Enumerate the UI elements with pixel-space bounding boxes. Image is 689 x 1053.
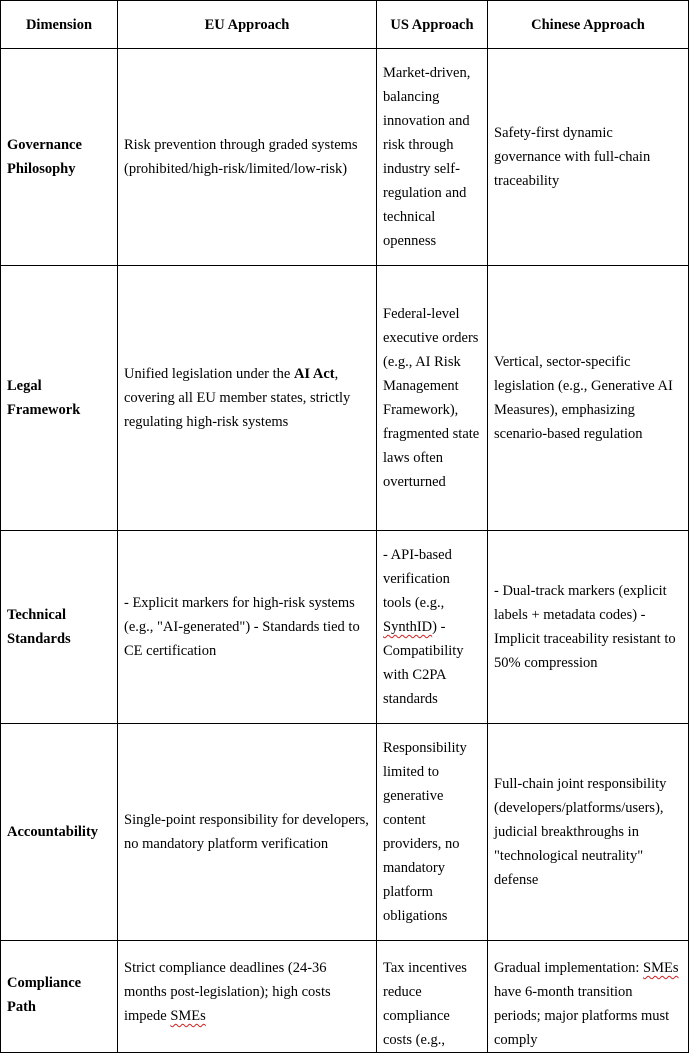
table-row — [1, 266, 689, 531]
dimension-cell: Governance Philosophy — [1, 49, 118, 266]
cn-cell: - Dual-track markers (explicit labels + metadata codes) - Implicit traceability resistant to 50% compression — [488, 531, 689, 724]
ai-act-term: AI Act — [293, 366, 335, 382]
eu-text-before: Strict compliance deadlines (24-36 months post-legislation); high costs impede — [124, 960, 331, 1024]
us-text-before: - API-based verification tools (e.g., — [383, 547, 452, 611]
dimension-cell: Technical Standards — [1, 531, 118, 724]
eu-cell: - Explicit markers for high-risk systems (e.g., "AI-generated") - Standards tied to CE certification — [118, 531, 377, 724]
dimension-cell: Accountability — [1, 724, 118, 941]
us-cell: Tax incentives reduce compliance costs (e.g., — [377, 941, 488, 1053]
eu-cell — [118, 266, 377, 531]
cn-text-before: Gradual implementation: — [494, 960, 643, 976]
eu-cell — [118, 941, 377, 1053]
header-dimension: Dimension — [1, 1, 118, 49]
table-row — [1, 941, 689, 1053]
us-text-after: ) - Compatibility with C2PA standards — [383, 619, 464, 707]
header-eu: EU Approach — [118, 1, 377, 49]
us-cell: Market-driven, balancing innovation and risk through industry self-regulation and technical openness — [377, 49, 488, 266]
header-row — [1, 1, 689, 49]
header-us: US Approach — [377, 1, 488, 49]
spellcheck-word: SMEs — [170, 1008, 206, 1024]
dimension-cell: Compliance Path — [1, 941, 118, 1053]
cn-cell — [488, 941, 689, 1053]
us-cell — [377, 531, 488, 724]
dimension-cell: Legal Framework — [1, 266, 118, 531]
us-cell: Federal-level executive orders (e.g., AI Risk Management Framework), fragmented state laws often overturned — [377, 266, 488, 531]
cn-cell: Vertical, sector-specific legislation (e.g., Generative AI Measures), emphasizing scenario-based regulation — [488, 266, 689, 531]
spellcheck-word: SMEs — [643, 960, 679, 976]
cn-text-after: have 6-month transition periods; major platforms must comply — [494, 984, 670, 1048]
table-row — [1, 49, 689, 266]
cn-cell: Safety-first dynamic governance with full-chain traceability — [488, 49, 689, 266]
eu-cell: Risk prevention through graded systems (prohibited/high-risk/limited/low-risk) — [118, 49, 377, 266]
eu-text-before: Unified legislation under the — [124, 366, 294, 382]
eu-text-after: , covering all EU member states, strictly regulating high-risk systems — [124, 366, 351, 430]
us-cell: Responsibility limited to generative content providers, no mandatory platform obligations — [377, 724, 488, 941]
header-cn: Chinese Approach — [488, 1, 689, 49]
eu-cell: Single-point responsibility for developers, no mandatory platform verification — [118, 724, 377, 941]
table-row — [1, 531, 689, 724]
cn-cell: Full-chain joint responsibility (developers/platforms/users), judicial breakthroughs in "technological neutrality" defense — [488, 724, 689, 941]
table-row — [1, 724, 689, 941]
spellcheck-word: SynthID — [383, 619, 433, 635]
